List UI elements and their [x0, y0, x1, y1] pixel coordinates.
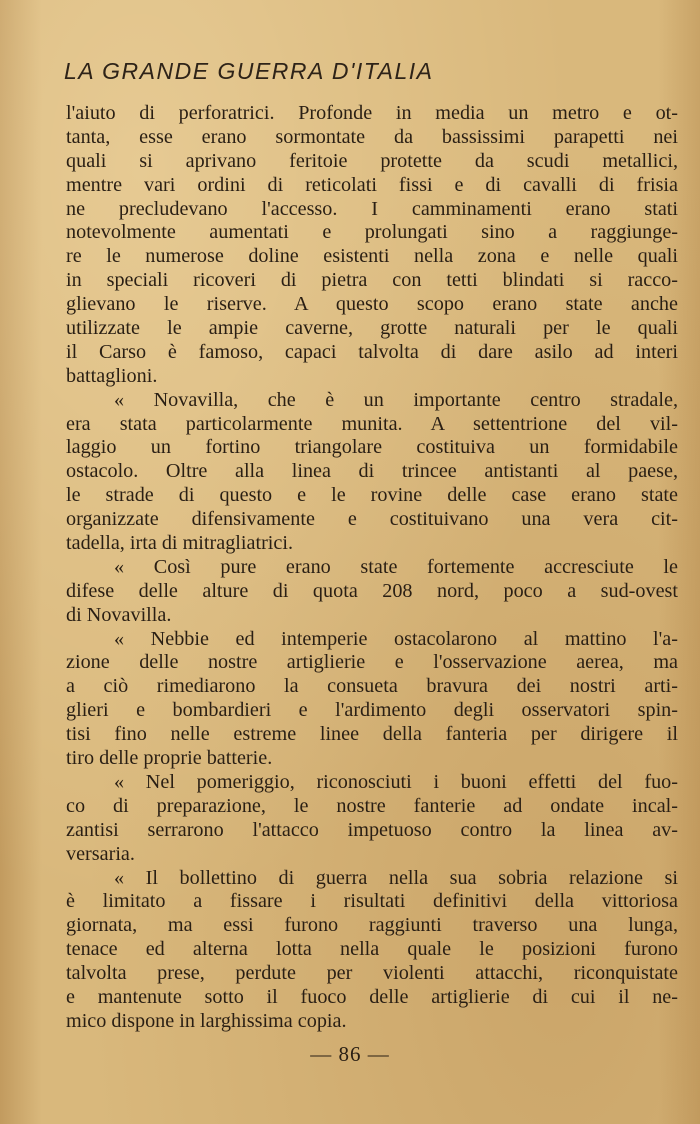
text-line: tadella, irta di mitragliatrici.	[66, 532, 294, 555]
text-line: tiro delle proprie batterie.	[66, 747, 273, 770]
text-line: quali si aprivano feritoie protette da scudi metallici,	[66, 149, 678, 172]
text-line: zantisi serrarono l'attacco impetuoso contro la linea av-	[66, 818, 678, 841]
text-line: mentre vari ordini di reticolati fissi e di cavalli di frisia	[66, 173, 678, 196]
text-line: l'aiuto di perforatrici. Profonde in media un metro e ot-	[66, 102, 678, 124]
text-line: re le numerose doline esistenti nella zona e nelle quali	[66, 245, 678, 268]
text-line: « Nebbie ed intemperie ostacolarono al mattino l'a-	[114, 627, 678, 650]
running-head: LA GRANDE GUERRA D'ITALIA	[64, 58, 434, 84]
text-line: di Novavilla.	[66, 603, 172, 626]
page-number: — 86 —	[310, 1042, 390, 1066]
text-line: battaglioni.	[66, 364, 158, 387]
text-line: tenace ed alterna lotta nella quale le posizioni furono	[66, 938, 678, 961]
text-line: notevolmente aumentati e prolungati sino a raggiunge-	[66, 221, 678, 244]
text-line: le strade di questo e le rovine delle case erano state	[66, 484, 678, 507]
text-line: glieri e bombardieri e l'ardimento degli osservatori spin-	[66, 699, 678, 722]
text-line: ne precludevano l'accesso. I camminamenti erano stati	[66, 197, 678, 220]
text-line: tisi fino nelle estreme linee della fanteria per dirigere il	[66, 723, 678, 746]
text-line: laggio un fortino triangolare costituiva un formidabile	[66, 436, 678, 459]
text-line: zione delle nostre artiglierie e l'osservazione aerea, ma	[66, 651, 678, 674]
text-line: ostacolo. Oltre alla linea di trincee antistanti al paese,	[66, 460, 678, 483]
text-line: il Carso è famoso, capaci talvolta di dare asilo ad interi	[66, 340, 678, 363]
text-line: organizzate difensivamente e costituivano una vera cit-	[66, 508, 678, 531]
text-line: talvolta prese, perdute per violenti attacchi, riconquistate	[66, 962, 678, 985]
text-line: in speciali ricoveri di pietra con tetti blindati si racco-	[66, 269, 678, 292]
text-line: « Nel pomeriggio, riconosciuti i buoni effetti del fuo-	[114, 770, 678, 793]
text-line: mico dispone in larghissima copia.	[66, 1009, 347, 1032]
text-line: tanta, esse erano sormontate da bassissimi parapetti nei	[66, 125, 678, 148]
text-line: giornata, ma essi furono raggiunti traverso una lunga,	[66, 914, 678, 937]
text-line: « Così pure erano state fortemente accresciute le	[114, 555, 678, 578]
text-line: versaria.	[66, 842, 135, 865]
text-line: « Il bollettino di guerra nella sua sobria relazione si	[114, 866, 678, 889]
body-text	[66, 102, 678, 1034]
text-line: utilizzate le ampie caverne, grotte naturali per le quali	[66, 317, 678, 340]
text-line: « Novavilla, che è un importante centro stradale,	[114, 388, 678, 411]
text-line: a ciò rimediarono la consueta bravura dei nostri arti-	[66, 675, 678, 698]
text-line: è limitato a fissare i risultati definitivi della vittoriosa	[66, 890, 678, 913]
text-line: era stata particolarmente munita. A settentrione del vil-	[66, 412, 678, 435]
text-line: glievano le riserve. A questo scopo erano state anche	[66, 293, 678, 316]
text-line: e mantenute sotto il fuoco delle artiglierie di cui il ne-	[66, 985, 678, 1008]
text-line: co di preparazione, le nostre fanterie ad ondate incal-	[66, 794, 678, 817]
text-line: difese delle alture di quota 208 nord, poco a sud-ovest	[66, 579, 678, 602]
